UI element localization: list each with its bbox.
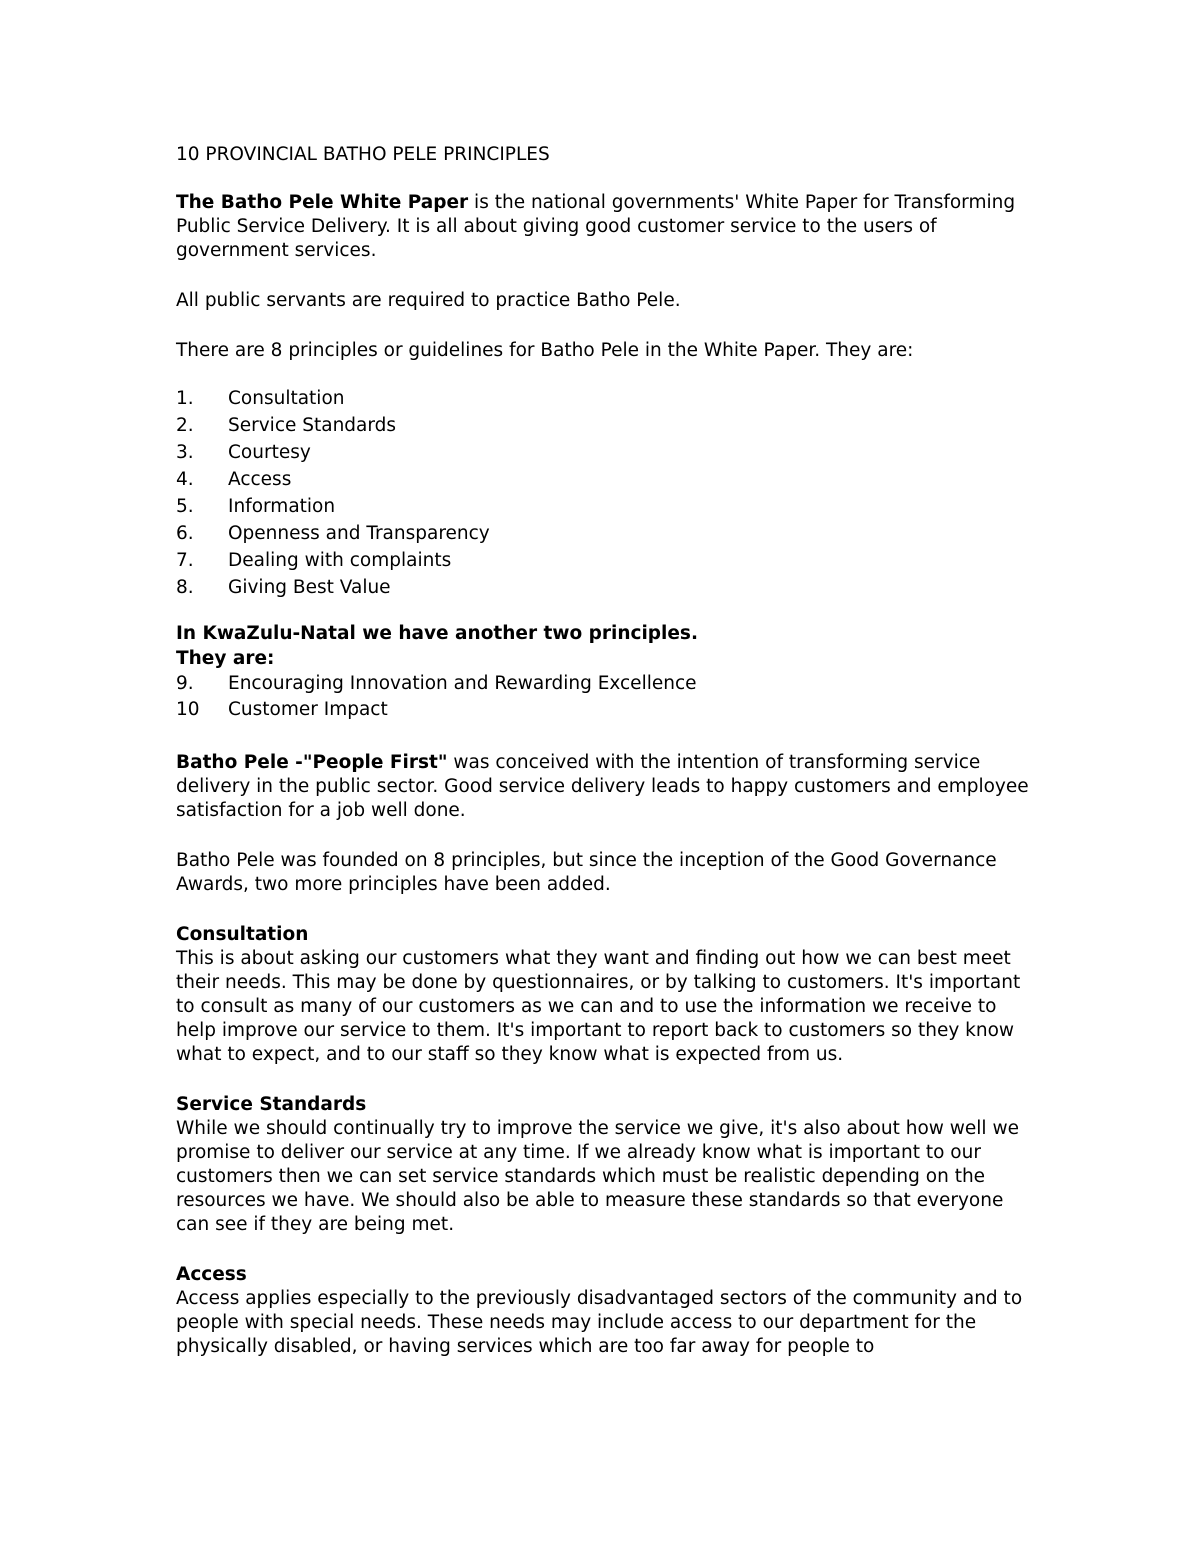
people-first-paragraph: [176, 751, 1036, 823]
list-item: [176, 439, 1036, 466]
section-service-standards: [176, 1093, 1036, 1237]
section-heading: Service Standards: [176, 1094, 367, 1115]
list-item-label: Openness and Transparency: [228, 523, 490, 544]
kzn-heading-line-1: In KwaZulu-Natal we have another two principles.: [176, 623, 698, 644]
principles-list: [176, 385, 1036, 601]
list-item-number: 2.: [176, 415, 194, 436]
intro-paragraph: [176, 191, 1036, 263]
list-item-label: Customer Impact: [228, 699, 388, 720]
section-body: This is about asking our customers what they want and finding out how we can best meet their needs. This may be done by questionnaires, or by talking to customers. It's important to consult as many of our customers as we can and to use the information we receive to help improve our service to them. It's important to report back to customers so they know what to expect, and to our staff so they know what is expected from us.: [176, 948, 1021, 1065]
list-item: [176, 412, 1036, 439]
list-item: [176, 385, 1036, 412]
people-first-text: was conceived with the intention of transforming service delivery in the public sector. Good service delivery leads to happy customers and employee satisfaction for a job well done.: [176, 752, 1029, 821]
eight-principles-paragraph: There are 8 principles or guidelines for Batho Pele in the White Paper. They are:: [176, 340, 914, 361]
section-body: Access applies especially to the previously disadvantaged sectors of the community and to people with special needs. These needs may include access to our department for the physically disabled, or having services which are too far away for people to: [176, 1288, 1023, 1357]
people-first-bold: Batho Pele -"People First": [176, 752, 448, 773]
list-item: [176, 574, 1036, 601]
document-page: [176, 143, 1036, 1385]
list-item-label: Giving Best Value: [228, 577, 391, 598]
section-body: While we should continually try to improve the service we give, it's also about how well we promise to deliver our service at any time. If we already know what is important to our customers then we can set service standards which must be realistic depending on the resources we have. We should also be able to measure these standards so that everyone can see if they are being met.: [176, 1118, 1019, 1235]
list-item: [176, 547, 1036, 574]
list-item-label: Service Standards: [228, 415, 397, 436]
section-consultation: [176, 923, 1036, 1067]
intro-bold-term: The Batho Pele White Paper: [176, 192, 469, 213]
list-item-label: Courtesy: [228, 442, 311, 463]
section-heading: Consultation: [176, 924, 309, 945]
list-item: [176, 697, 1036, 723]
list-item-label: Information: [228, 496, 336, 517]
list-item: [176, 671, 1036, 697]
list-item-label: Access: [228, 469, 292, 490]
list-item: [176, 520, 1036, 547]
list-item-label: Consultation: [228, 388, 345, 409]
list-item-number: 10: [176, 699, 200, 720]
list-item-number: 8.: [176, 577, 194, 598]
section-heading: Access: [176, 1264, 247, 1285]
list-item-number: 5.: [176, 496, 194, 517]
list-item-number: 3.: [176, 442, 194, 463]
list-item-number: 1.: [176, 388, 194, 409]
list-item-number: 6.: [176, 523, 194, 544]
intro-text: is the national governments' White Paper for Transforming Public Service Delivery. It is all about giving good customer service to the users of government services.: [176, 192, 1016, 261]
list-item: [176, 493, 1036, 520]
list-item-label: Encouraging Innovation and Rewarding Excellence: [228, 673, 697, 694]
section-access: [176, 1263, 1036, 1359]
list-item-label: Dealing with complaints: [228, 550, 452, 571]
list-item-number: 9.: [176, 673, 194, 694]
document-title: 10 PROVINCIAL BATHO PELE PRINCIPLES: [176, 144, 550, 165]
founded-paragraph: Batho Pele was founded on 8 principles, but since the inception of the Good Governance Awards, two more principles have been added.: [176, 850, 997, 895]
list-item-number: 7.: [176, 550, 194, 571]
list-item-number: 4.: [176, 469, 194, 490]
kzn-heading-line-2: They are:: [176, 648, 275, 669]
kzn-principles-list: [176, 671, 1036, 723]
required-paragraph: All public servants are required to practice Batho Pele.: [176, 290, 681, 311]
list-item: [176, 466, 1036, 493]
